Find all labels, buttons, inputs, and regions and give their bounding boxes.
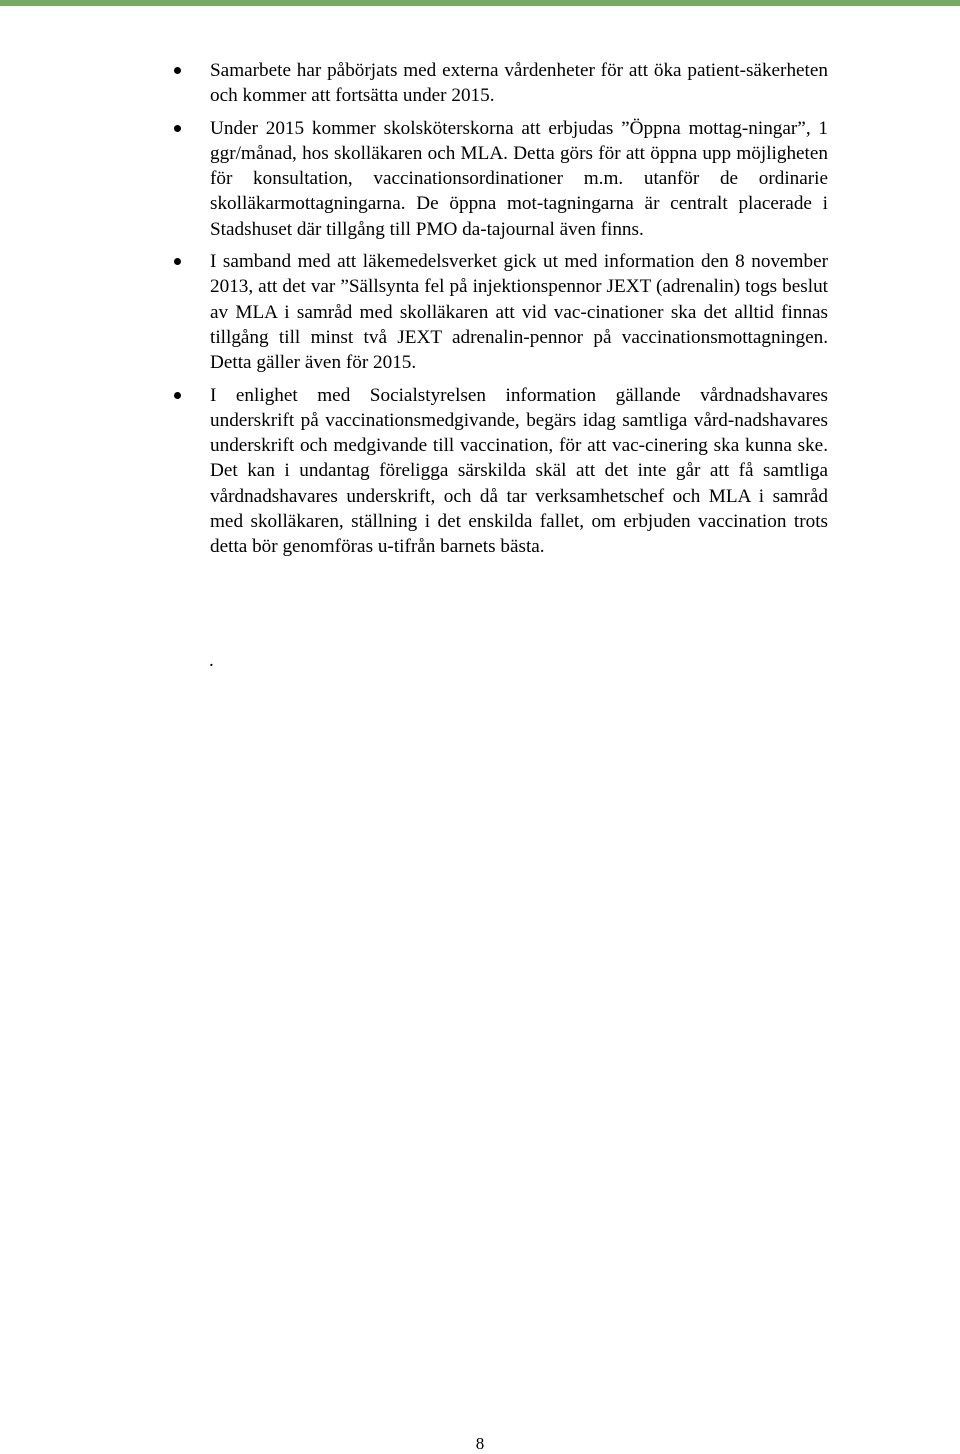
- list-item-text: Under 2015 kommer skolsköterskorna att erbjudas ”Öppna mottag-ningar”, 1 ggr/månad, hos skolläkaren och MLA. Detta görs för att öppna upp möjligheten för konsultation, vaccinationsordinationer m.m. utanför de ordinarie skolläkarmottagningarna. De öppna mot-tagningarna är centralt placerade i Stadshuset där tillgång till PMO da-tajournal även finns.: [210, 117, 828, 240]
- bullet-icon: [174, 67, 181, 74]
- list-item-text: I samband med att läkemedelsverket gick ut med information den 8 november 2013, att det var ”Sällsynta fel på injektionspennor JEXT (adrenalin) togs beslut av MLA i samråd med skolläkaren att vid vac-cinationer ska det alltid finnas tillgång till minst två JEXT adrenalin-pennor på vaccinationsmottagningen. Detta gäller även för 2015.: [210, 251, 828, 374]
- list-item: [168, 58, 828, 109]
- list-item: [168, 383, 828, 560]
- list-item-text: I enlighet med Socialstyrelsen information gällande vårdnadshavares underskrift på vaccinationsmedgivande, begärs idag samtliga vård-nadshavares underskrift och medgivande till vaccination, för att vac-cinering ska kunna ske. Det kan i undantag föreligga särskilda skäl att det inte går att få samtliga vårdnadshavares underskrift, och då tar verksamhetschef och MLA i samråd med skolläkaren, ställning i det enskilda fallet, om erbjuden vaccination trots detta bör genomföras u-tifrån barnets bästa.: [210, 384, 828, 558]
- bullet-icon: [174, 258, 181, 265]
- bullet-icon: [174, 392, 181, 399]
- stray-period: .: [209, 650, 214, 671]
- list-item: [168, 249, 828, 375]
- page-number: 8: [475, 1434, 485, 1453]
- list-item: [168, 116, 828, 242]
- header-rule: [0, 0, 960, 6]
- bullet-icon: [174, 125, 181, 132]
- list-item-text: Samarbete har påbörjats med externa vårdenheter för att öka patient-säkerheten och kommer att fortsätta under 2015.: [210, 60, 828, 107]
- bullet-list: [168, 58, 828, 567]
